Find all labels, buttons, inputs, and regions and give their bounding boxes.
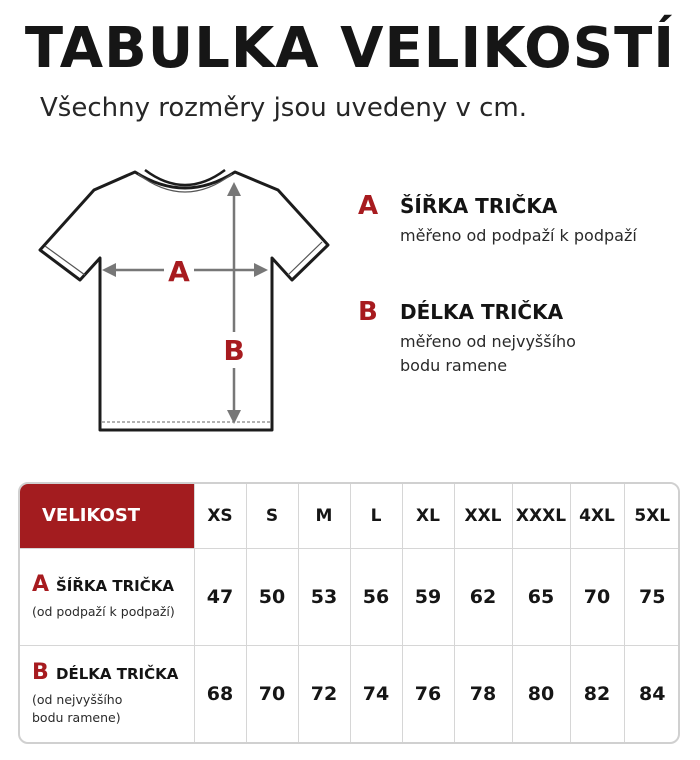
table-row-length — [20, 645, 680, 742]
page-subtitle: Všechny rozměry jsou uvedeny v cm. — [40, 93, 528, 123]
table-cell: 70 — [570, 548, 624, 645]
page-title: TABULKA VELIKOSTÍ — [24, 16, 676, 81]
table-cell: 78 — [454, 645, 512, 742]
legend-title: ŠÍŘKA TRIČKA — [400, 194, 558, 218]
size-xxxl: XXXL — [512, 484, 570, 548]
table-row-width — [20, 548, 680, 645]
size-xxl: XXL — [454, 484, 512, 548]
row-title: ŠÍŘKA TRIČKA — [56, 577, 174, 595]
size-l: L — [350, 484, 402, 548]
table-header-row — [20, 484, 680, 548]
tshirt-diagram — [30, 150, 340, 450]
size-xs: XS — [194, 484, 246, 548]
measure-b-label: B — [223, 334, 245, 367]
table-cell: 76 — [402, 645, 454, 742]
table-cell: 72 — [298, 645, 350, 742]
legend-letter: B — [358, 297, 378, 327]
row-description: (od podpaží k podpaží) — [32, 604, 175, 619]
size-s: S — [246, 484, 298, 548]
row-description: (od nejvyššího bodu ramene) — [32, 692, 123, 726]
size-4xl: 4XL — [570, 484, 624, 548]
row-label-width — [20, 548, 194, 645]
table-cell: 70 — [246, 645, 298, 742]
legend-letter: A — [358, 191, 379, 221]
tshirt-outline — [40, 172, 328, 430]
table-cell: 68 — [194, 645, 246, 742]
table-cell: 74 — [350, 645, 402, 742]
legend-description: měřeno od podpaží k podpaží — [400, 226, 637, 245]
table-cell: 50 — [246, 548, 298, 645]
size-header: VELIKOST — [20, 484, 194, 548]
table-cell: 82 — [570, 645, 624, 742]
table-cell: 56 — [350, 548, 402, 645]
size-xl: XL — [402, 484, 454, 548]
size-table — [18, 482, 680, 744]
table-cell: 59 — [402, 548, 454, 645]
measure-a-label: A — [168, 255, 190, 288]
table-cell: 80 — [512, 645, 570, 742]
table-cell: 65 — [512, 548, 570, 645]
row-letter: B — [32, 660, 49, 686]
size-5xl: 5XL — [624, 484, 680, 548]
legend-description: měřeno od nejvyššího bodu ramene — [400, 332, 576, 375]
row-title: DÉLKA TRIČKA — [56, 665, 179, 684]
size-m: M — [298, 484, 350, 548]
table-cell: 62 — [454, 548, 512, 645]
table-cell: 75 — [624, 548, 680, 645]
table-cell: 53 — [298, 548, 350, 645]
row-label-length — [20, 645, 194, 742]
row-letter: A — [32, 572, 50, 597]
legend-title: DÉLKA TRIČKA — [400, 300, 564, 324]
table-cell: 47 — [194, 548, 246, 645]
table-cell: 84 — [624, 645, 680, 742]
